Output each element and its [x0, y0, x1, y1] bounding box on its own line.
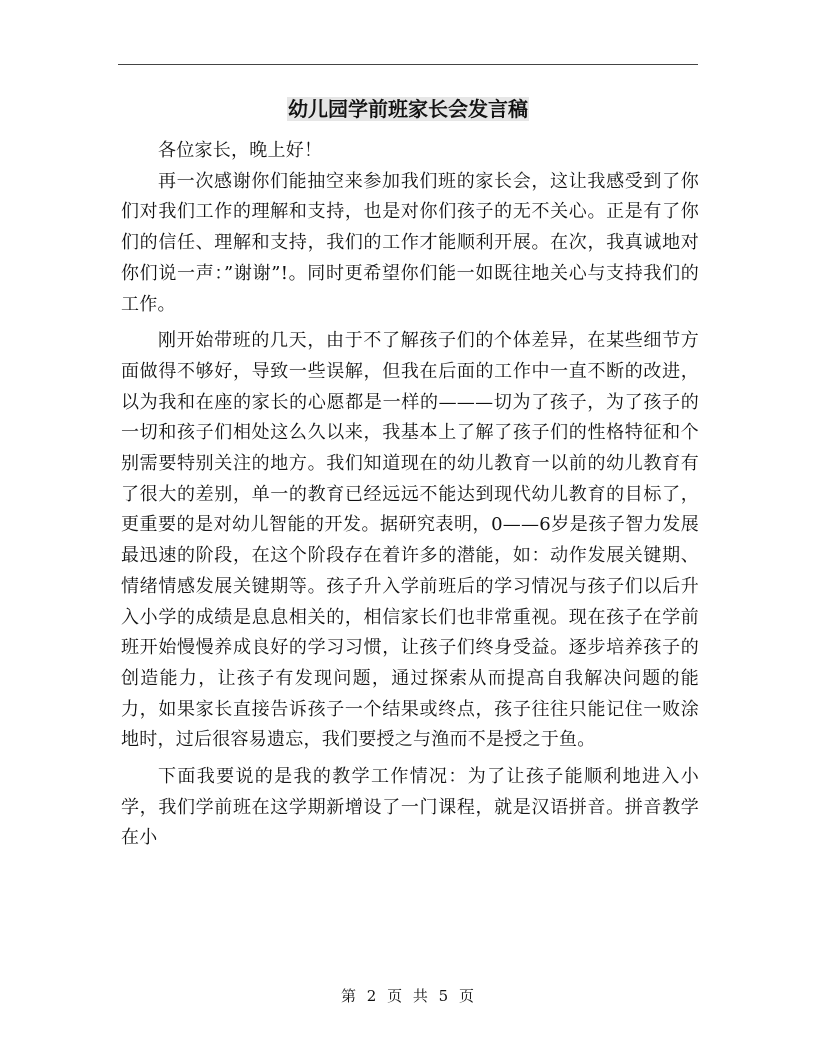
document-title	[0, 94, 816, 124]
page-number: 第 2 页 共 5 页	[341, 987, 475, 1005]
document-title-text: 幼儿园学前班家长会发言稿	[288, 97, 528, 121]
teaching-work-paragraph: 下面我要说的是我的教学工作情况：为了让孩子能顺利地进入小学，我们学前班在这学期新增设了一门课程，就是汉语拼音。拼音教学在小	[121, 766, 699, 849]
header-rule	[118, 64, 698, 65]
greeting-paragraph: 各位家长，晚上好！	[158, 140, 323, 161]
document-body	[121, 136, 699, 854]
teaching-reflection-paragraph: 刚开始带班的几天，由于不了解孩子们的个体差异，在某些细节方面做得不够好，导致一些误解，但我在后面的工作中一直不断的改进，以为我和在座的家长的心愿都是一样的———切为了孩子，为了孩子的一切和孩子们相处这么久以来，我基本上了解了孩子们的性格特征和个别需要特别关注的地方。我们知道现在的幼儿教育一以前的幼儿教育有了很大的差别，单一的教育已经远远不能达到现代幼儿教育的目标了，更重要的是对幼儿智能的开发。据研究表明，0——6岁是孩子智力发展最迅速的阶段，在这个阶段存在着许多的潜能，如：动作发展关键期、情绪情感发展关键期等。孩子升入学前班后的学习情况与孩子们以后升入小学的成绩是息息相关的，相信家长们也非常重视。现在孩子在学前班开始慢慢养成良好的学习习惯，让孩子们终身受益。逐步培养孩子的创造能力，让孩子有发现问题，通过探索从而提高自我解决问题的能力，如果家长直接告诉孩子一个结果或终点，孩子往往只能记住一败涂地时，过后很容易遗忘，我们要授之与渔而不是授之于鱼。	[121, 330, 699, 751]
thanks-paragraph: 再一次感谢你们能抽空来参加我们班的家长会，这让我感受到了你们对我们工作的理解和支持，也是对你们孩子的无不关心。正是有了你们的信任、理解和支持，我们的工作才能顺利开展。在次，我真诚地对你们说一声：”谢谢”!。同时更希望你们能一如既往地关心与支持我们的工作。	[121, 170, 699, 315]
